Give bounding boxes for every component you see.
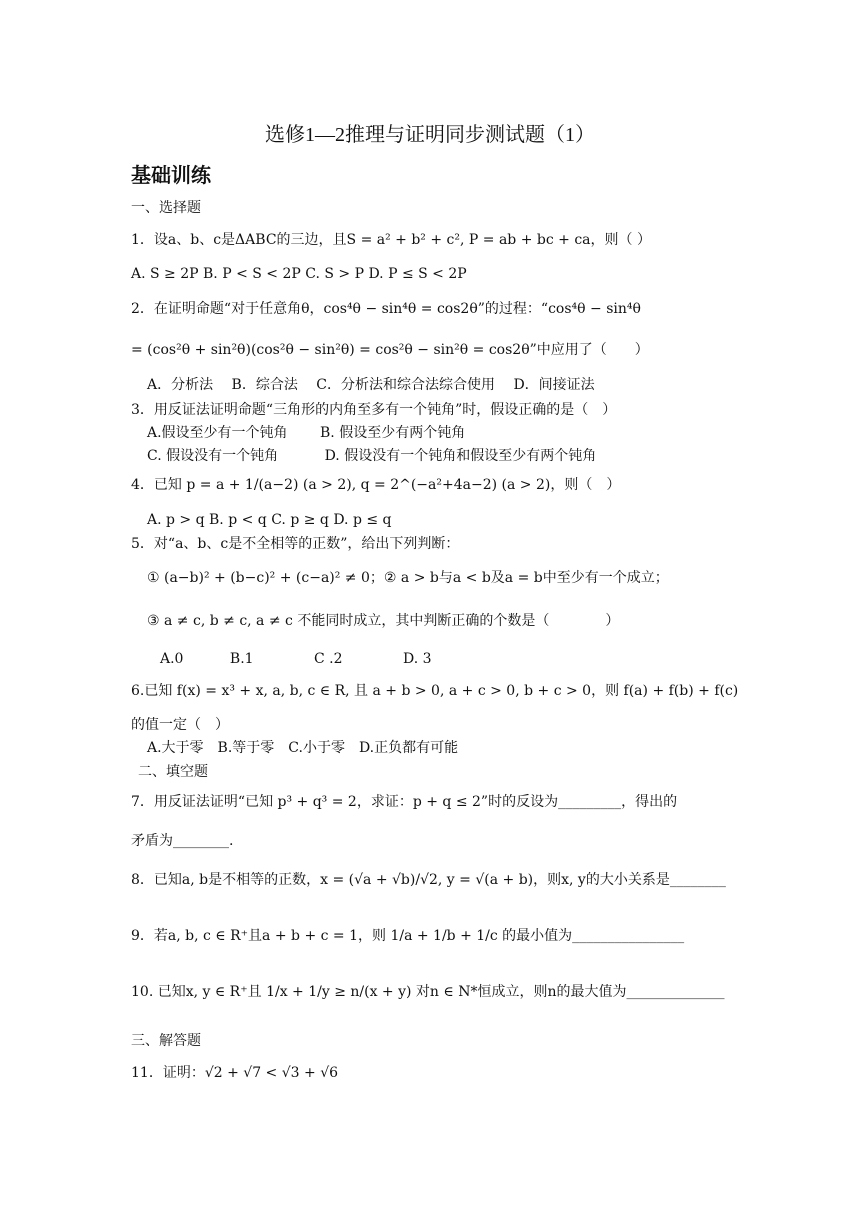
question-1: 1．设a、b、c是ΔABC的三边，且S = a² + b² + c², P = ab + bc + ca，则（ ） <box>131 232 651 248</box>
question-6: 6.已知 f(x) = x³ + x, a, b, c ∈ R, 且 a + b > 0, a + c > 0, b + c > 0，则 f(a) + f(b) + f(c) <box>131 683 739 699</box>
question-9: 9．若a, b, c ∈ R⁺且a + b + c = 1，则 1/a + 1/b + 1/c 的最小值为________________ <box>131 928 685 944</box>
question-8: 8．已知a, b是不相等的正数，x = (√a + √b)/√2, y = √(a + b)，则x, y的大小关系是________ <box>131 872 726 888</box>
question-4: 4．已知 p = a + 1/(a−2) (a > 2), q = 2^(−a²+4a−2) (a > 2)，则（ ） <box>131 477 621 493</box>
question-5-statements: ① (a−b)² + (b−c)² + (c−a)² ≠ 0；② a > b与a < b及a = b中至少有一个成立； <box>147 570 669 586</box>
question-3: 3．用反证法证明命题“三角形的内角至多有一个钝角”时，假设正确的是（ ） <box>131 402 617 418</box>
question-6-options: A.大于零 B.等于零 C.小于零 D.正负都有可能 <box>147 740 459 756</box>
question-7-continued: 矛盾为________. <box>131 833 234 849</box>
question-3-options-row-2: C. 假设没有一个钝角 D. 假设没有一个钝角和假设至少有两个钝角 <box>147 448 597 464</box>
part-3-heading: 三、解答题 <box>131 1033 201 1049</box>
question-10: 10. 已知x, y ∈ R⁺且 1/x + 1/y ≥ n/(x + y) 对n ∈ N*恒成立，则n的最大值为______________ <box>131 984 725 1000</box>
question-2-options: A．分析法 B．综合法 C．分析法和综合法综合使用 D．间接证法 <box>147 377 595 393</box>
page-title: 选修1—2推理与证明同步测试题（1） <box>265 124 595 146</box>
question-5-statement-3: ③ a ≠ c, b ≠ c, a ≠ c 不能同时成立，其中判断正确的个数是（ ） <box>147 613 620 629</box>
question-5-options: A.0 B.1 C .2 D. 3 <box>160 651 432 667</box>
question-2-continued: = (cos²θ + sin²θ)(cos²θ − sin²θ) = cos²θ − sin²θ = cos2θ”中应用了（ ） <box>131 342 649 358</box>
question-2: 2．在证明命题“对于任意角θ，cos⁴θ − sin⁴θ = cos2θ”的过程：“cos⁴θ − sin⁴θ <box>131 301 641 317</box>
question-1-options: A. S ≥ 2P B. P < S < 2P C. S > P D. P ≤ S < 2P <box>131 266 467 282</box>
part-2-heading: 二、填空题 <box>138 764 208 780</box>
question-7: 7．用反证法证明“已知 p³ + q³ = 2，求证：p + q ≤ 2”时的反设为_________，得出的 <box>131 794 678 810</box>
question-11: 11．证明：√2 + √7 < √3 + √6 <box>131 1065 339 1081</box>
question-6-continued: 的值一定（ ） <box>131 717 229 733</box>
question-4-options: A. p > q B. p < q C. p ≥ q D. p ≤ q <box>147 512 392 528</box>
part-1-heading: 一、选择题 <box>131 200 201 216</box>
question-5: 5．对“a、b、c是不全相等的正数”，给出下列判断： <box>131 536 460 552</box>
question-3-options-row-1: A.假设至少有一个钝角 B. 假设至少有两个钝角 <box>147 425 466 441</box>
section-heading: 基础训练 <box>131 163 211 187</box>
